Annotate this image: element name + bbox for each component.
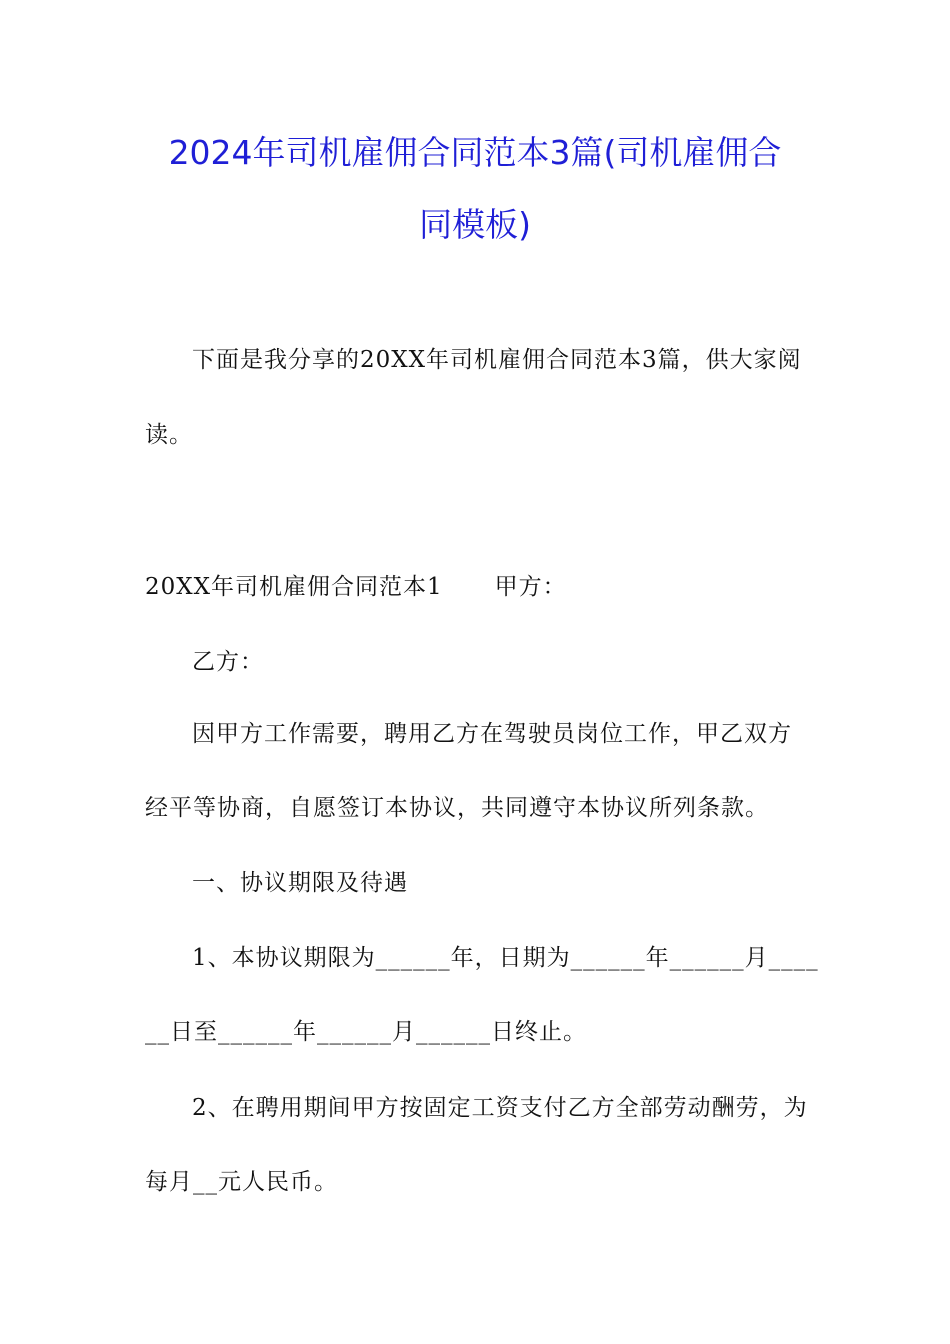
section-heading-row [145, 572, 567, 602]
intro-paragraph-line-2: 读。 [145, 422, 193, 448]
document-title-line-1: 2024年司机雇佣合同范本3篇(司机雇佣合 [168, 133, 782, 172]
party-b-label: 乙方： [192, 649, 264, 675]
intro-paragraph-line-1: 下面是我分享的20XX年司机雇佣合同范本3篇，供大家阅 [192, 347, 802, 373]
item-1-line-2: __日至______年______月______日终止。 [145, 1019, 587, 1045]
party-a-label: 甲方： [494, 574, 567, 600]
paragraph-1-line-1: 因甲方工作需要，聘用乙方在驾驶员岗位工作，甲乙双方 [192, 721, 792, 747]
section-heading: 20XX年司机雇佣合同范本1 [145, 574, 443, 600]
item-1-line-1: 1、本协议期限为______年，日期为______年______月____ [192, 945, 819, 971]
paragraph-1-line-2: 经平等协商，自愿签订本协议，共同遵守本协议所列条款。 [145, 795, 769, 821]
clause-heading: 一、协议期限及待遇 [192, 870, 408, 896]
item-2-line-1: 2、在聘用期间甲方按固定工资支付乙方全部劳动酬劳，为 [192, 1095, 808, 1121]
document-title-line-2: 同模板) [419, 205, 531, 244]
item-2-line-2: 每月__元人民币。 [145, 1169, 338, 1195]
